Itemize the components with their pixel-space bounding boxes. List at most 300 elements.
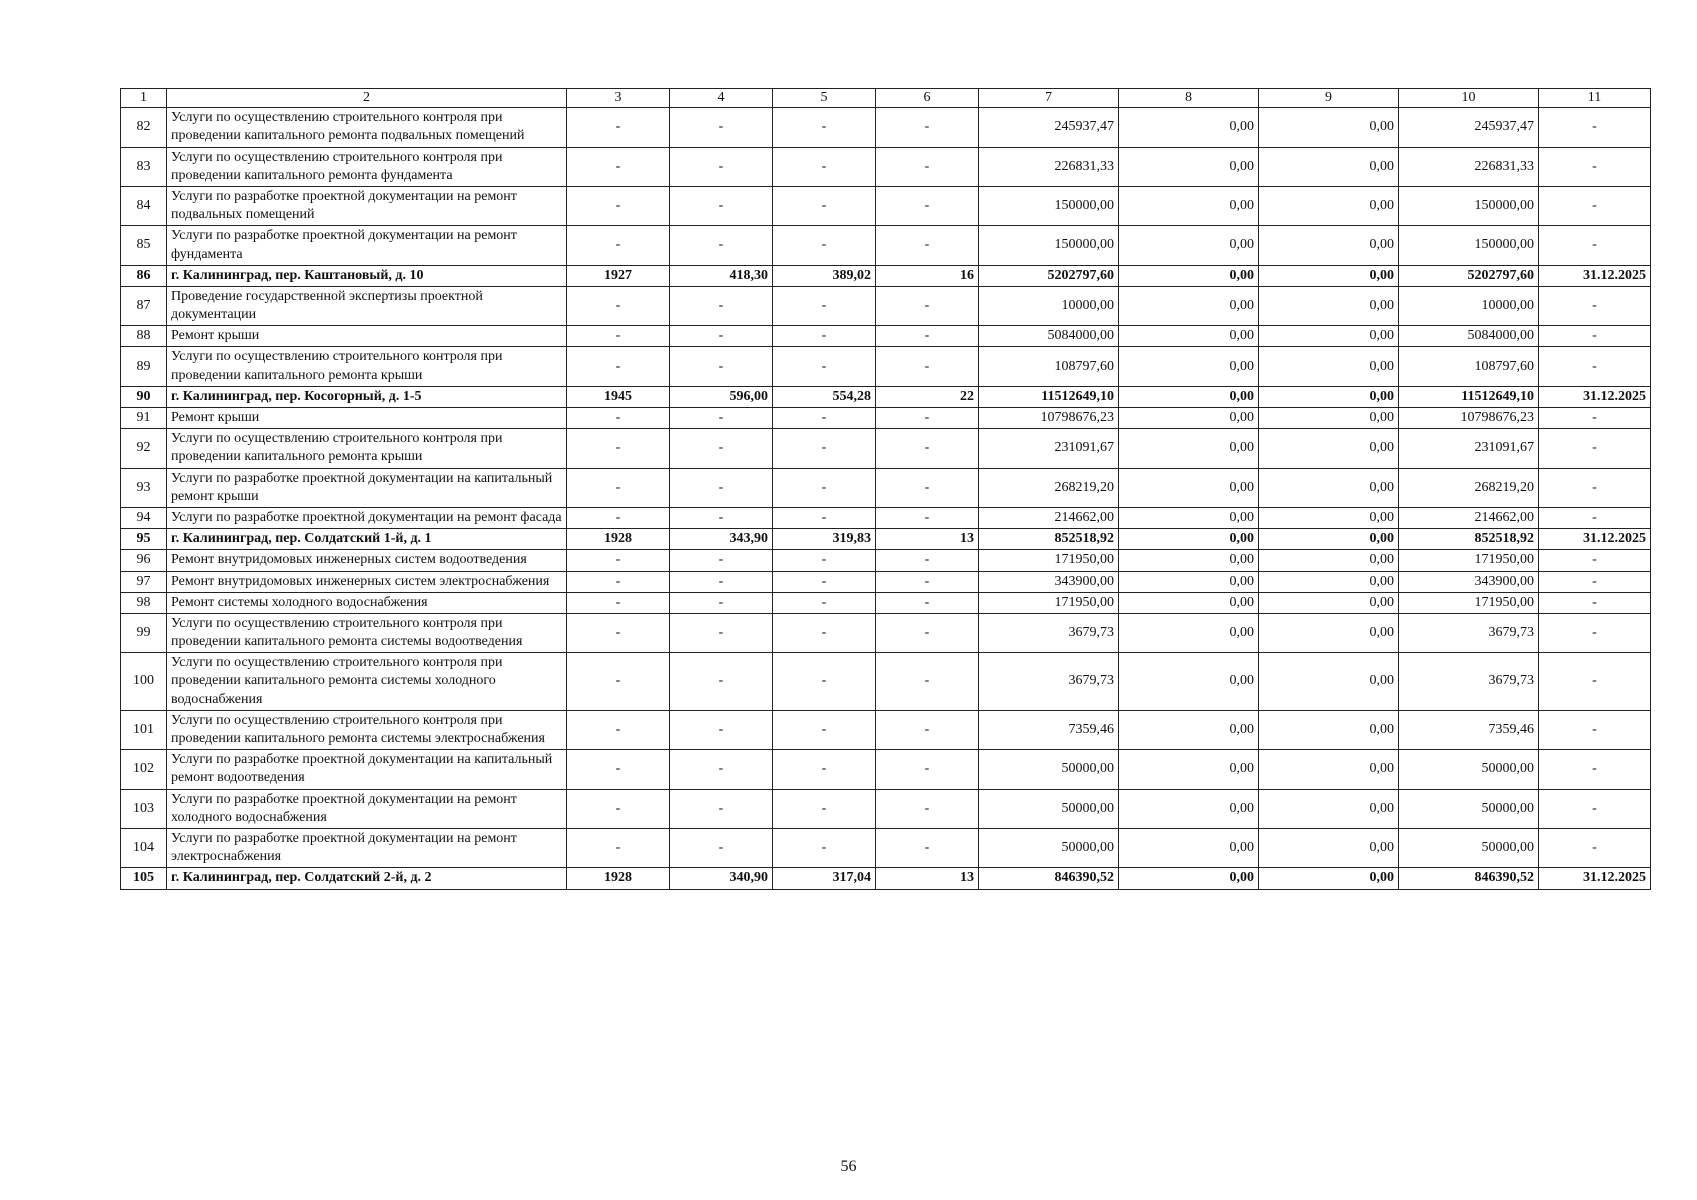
cell-col-4: - <box>670 828 773 867</box>
cell-col-10: 50000,00 <box>1399 750 1539 789</box>
cell-col-8: 0,00 <box>1119 386 1259 407</box>
cell-col-10: 343900,00 <box>1399 571 1539 592</box>
cell-col-7: 226831,33 <box>979 147 1119 186</box>
cell-col-10: 50000,00 <box>1399 789 1539 828</box>
cell-col-9: 0,00 <box>1259 286 1399 325</box>
cell-col-4: 340,90 <box>670 868 773 889</box>
data-table <box>120 88 1651 890</box>
cell-col-8: 0,00 <box>1119 507 1259 528</box>
cell-col-7: 7359,46 <box>979 710 1119 749</box>
cell-col-6: - <box>876 186 979 225</box>
cell-col-5: - <box>773 550 876 571</box>
cell-col-6: - <box>876 710 979 749</box>
cell-col-10: 7359,46 <box>1399 710 1539 749</box>
row-number: 92 <box>121 429 167 468</box>
cell-col-11: - <box>1539 710 1651 749</box>
cell-col-8: 0,00 <box>1119 571 1259 592</box>
cell-col-10: 3679,73 <box>1399 613 1539 652</box>
row-description: Ремонт внутридомовых инженерных систем электроснабжения <box>167 571 567 592</box>
table-row <box>121 653 1651 711</box>
cell-col-6: - <box>876 550 979 571</box>
cell-col-6: - <box>876 789 979 828</box>
cell-col-9: 0,00 <box>1259 429 1399 468</box>
row-number: 89 <box>121 347 167 386</box>
table-row <box>121 868 1651 889</box>
cell-col-6: 13 <box>876 868 979 889</box>
table-row <box>121 750 1651 789</box>
cell-col-8: 0,00 <box>1119 529 1259 550</box>
cell-col-11: - <box>1539 326 1651 347</box>
cell-col-8: 0,00 <box>1119 429 1259 468</box>
row-number: 87 <box>121 286 167 325</box>
row-description: г. Калининград, пер. Каштановый, д. 10 <box>167 265 567 286</box>
cell-col-9: 0,00 <box>1259 265 1399 286</box>
row-description: г. Калининград, пер. Косогорный, д. 1-5 <box>167 386 567 407</box>
cell-col-11: - <box>1539 347 1651 386</box>
col-header-10: 10 <box>1399 89 1539 108</box>
table-row <box>121 186 1651 225</box>
cell-col-5: 389,02 <box>773 265 876 286</box>
cell-col-6: - <box>876 592 979 613</box>
cell-col-4: - <box>670 186 773 225</box>
row-number: 99 <box>121 613 167 652</box>
cell-col-4: - <box>670 613 773 652</box>
cell-col-3: - <box>567 750 670 789</box>
cell-col-3: - <box>567 226 670 265</box>
cell-col-3: - <box>567 326 670 347</box>
table-body <box>121 108 1651 889</box>
cell-col-8: 0,00 <box>1119 408 1259 429</box>
cell-col-7: 214662,00 <box>979 507 1119 528</box>
row-number: 82 <box>121 108 167 147</box>
cell-col-6: - <box>876 147 979 186</box>
cell-col-4: - <box>670 429 773 468</box>
cell-col-5: - <box>773 326 876 347</box>
cell-col-7: 3679,73 <box>979 653 1119 711</box>
cell-col-3: - <box>567 429 670 468</box>
cell-col-5: - <box>773 147 876 186</box>
cell-col-9: 0,00 <box>1259 186 1399 225</box>
cell-col-3: - <box>567 507 670 528</box>
cell-col-10: 5084000,00 <box>1399 326 1539 347</box>
row-number: 90 <box>121 386 167 407</box>
row-number: 101 <box>121 710 167 749</box>
row-number: 94 <box>121 507 167 528</box>
row-description: Услуги по разработке проектной документации на ремонт фасада <box>167 507 567 528</box>
table-row <box>121 408 1651 429</box>
cell-col-10: 268219,20 <box>1399 468 1539 507</box>
cell-col-10: 171950,00 <box>1399 592 1539 613</box>
cell-col-8: 0,00 <box>1119 468 1259 507</box>
cell-col-10: 846390,52 <box>1399 868 1539 889</box>
row-number: 104 <box>121 828 167 867</box>
cell-col-8: 0,00 <box>1119 550 1259 571</box>
row-description: Услуги по разработке проектной документации на капитальный ремонт крыши <box>167 468 567 507</box>
cell-col-8: 0,00 <box>1119 226 1259 265</box>
col-header-3: 3 <box>567 89 670 108</box>
cell-col-11: 31.12.2025 <box>1539 868 1651 889</box>
cell-col-6: - <box>876 828 979 867</box>
cell-col-4: - <box>670 550 773 571</box>
row-description: Услуги по осуществлению строительного контроля при проведении капитального ремонта системы холодного водоснабжения <box>167 653 567 711</box>
cell-col-9: 0,00 <box>1259 468 1399 507</box>
cell-col-3: - <box>567 147 670 186</box>
cell-col-4: - <box>670 571 773 592</box>
cell-col-6: - <box>876 326 979 347</box>
header-row <box>121 89 1651 108</box>
cell-col-5: - <box>773 226 876 265</box>
table-row <box>121 828 1651 867</box>
row-number: 97 <box>121 571 167 592</box>
cell-col-11: - <box>1539 613 1651 652</box>
cell-col-6: - <box>876 347 979 386</box>
cell-col-11: 31.12.2025 <box>1539 529 1651 550</box>
cell-col-10: 245937,47 <box>1399 108 1539 147</box>
row-description: Услуги по осуществлению строительного контроля при проведении капитального ремонта системы электроснабжения <box>167 710 567 749</box>
cell-col-5: - <box>773 347 876 386</box>
cell-col-10: 11512649,10 <box>1399 386 1539 407</box>
row-number: 88 <box>121 326 167 347</box>
row-number: 103 <box>121 789 167 828</box>
cell-col-7: 108797,60 <box>979 347 1119 386</box>
cell-col-11: - <box>1539 108 1651 147</box>
cell-col-4: - <box>670 468 773 507</box>
table-row <box>121 265 1651 286</box>
cell-col-5: 317,04 <box>773 868 876 889</box>
table-row <box>121 613 1651 652</box>
cell-col-8: 0,00 <box>1119 592 1259 613</box>
row-number: 86 <box>121 265 167 286</box>
row-description: Ремонт крыши <box>167 326 567 347</box>
row-number: 84 <box>121 186 167 225</box>
cell-col-3: - <box>567 613 670 652</box>
cell-col-7: 150000,00 <box>979 186 1119 225</box>
cell-col-6: - <box>876 653 979 711</box>
cell-col-9: 0,00 <box>1259 613 1399 652</box>
table-row <box>121 550 1651 571</box>
cell-col-5: - <box>773 828 876 867</box>
table-row <box>121 108 1651 147</box>
cell-col-6: - <box>876 286 979 325</box>
cell-col-7: 846390,52 <box>979 868 1119 889</box>
cell-col-11: - <box>1539 750 1651 789</box>
col-header-4: 4 <box>670 89 773 108</box>
cell-col-7: 10798676,23 <box>979 408 1119 429</box>
row-number: 91 <box>121 408 167 429</box>
table-row <box>121 507 1651 528</box>
table-row <box>121 468 1651 507</box>
cell-col-7: 50000,00 <box>979 789 1119 828</box>
cell-col-8: 0,00 <box>1119 108 1259 147</box>
cell-col-3: - <box>567 468 670 507</box>
cell-col-8: 0,00 <box>1119 147 1259 186</box>
table-row <box>121 226 1651 265</box>
cell-col-7: 171950,00 <box>979 550 1119 571</box>
cell-col-3: - <box>567 571 670 592</box>
cell-col-8: 0,00 <box>1119 750 1259 789</box>
cell-col-5: - <box>773 710 876 749</box>
cell-col-10: 231091,67 <box>1399 429 1539 468</box>
row-description: Услуги по осуществлению строительного контроля при проведении капитального ремонта системы водоотведения <box>167 613 567 652</box>
row-number: 105 <box>121 868 167 889</box>
cell-col-3: - <box>567 789 670 828</box>
cell-col-11: - <box>1539 592 1651 613</box>
cell-col-7: 343900,00 <box>979 571 1119 592</box>
cell-col-8: 0,00 <box>1119 653 1259 711</box>
cell-col-5: - <box>773 653 876 711</box>
cell-col-9: 0,00 <box>1259 710 1399 749</box>
cell-col-9: 0,00 <box>1259 226 1399 265</box>
row-description: Услуги по разработке проектной документации на ремонт электроснабжения <box>167 828 567 867</box>
row-number: 93 <box>121 468 167 507</box>
cell-col-7: 150000,00 <box>979 226 1119 265</box>
table-row <box>121 147 1651 186</box>
cell-col-7: 3679,73 <box>979 613 1119 652</box>
cell-col-9: 0,00 <box>1259 108 1399 147</box>
cell-col-10: 10000,00 <box>1399 286 1539 325</box>
row-description: Услуги по разработке проектной документации на ремонт холодного водоснабжения <box>167 789 567 828</box>
col-header-7: 7 <box>979 89 1119 108</box>
cell-col-9: 0,00 <box>1259 750 1399 789</box>
row-number: 102 <box>121 750 167 789</box>
cell-col-9: 0,00 <box>1259 789 1399 828</box>
cell-col-9: 0,00 <box>1259 550 1399 571</box>
cell-col-11: - <box>1539 429 1651 468</box>
cell-col-7: 50000,00 <box>979 750 1119 789</box>
cell-col-11: - <box>1539 226 1651 265</box>
row-number: 96 <box>121 550 167 571</box>
cell-col-4: - <box>670 710 773 749</box>
cell-col-6: 22 <box>876 386 979 407</box>
row-number: 85 <box>121 226 167 265</box>
cell-col-4: - <box>670 507 773 528</box>
cell-col-6: - <box>876 468 979 507</box>
cell-col-10: 150000,00 <box>1399 186 1539 225</box>
cell-col-7: 50000,00 <box>979 828 1119 867</box>
cell-col-9: 0,00 <box>1259 507 1399 528</box>
cell-col-7: 5084000,00 <box>979 326 1119 347</box>
cell-col-4: - <box>670 147 773 186</box>
cell-col-5: - <box>773 429 876 468</box>
cell-col-5: 554,28 <box>773 386 876 407</box>
cell-col-11: - <box>1539 286 1651 325</box>
cell-col-3: 1945 <box>567 386 670 407</box>
cell-col-10: 214662,00 <box>1399 507 1539 528</box>
cell-col-5: - <box>773 613 876 652</box>
table-row <box>121 710 1651 749</box>
col-header-11: 11 <box>1539 89 1651 108</box>
cell-col-6: - <box>876 571 979 592</box>
col-header-8: 8 <box>1119 89 1259 108</box>
cell-col-7: 5202797,60 <box>979 265 1119 286</box>
cell-col-6: - <box>876 408 979 429</box>
cell-col-3: - <box>567 286 670 325</box>
cell-col-10: 5202797,60 <box>1399 265 1539 286</box>
cell-col-10: 108797,60 <box>1399 347 1539 386</box>
cell-col-8: 0,00 <box>1119 186 1259 225</box>
cell-col-5: - <box>773 108 876 147</box>
cell-col-3: - <box>567 592 670 613</box>
col-header-9: 9 <box>1259 89 1399 108</box>
cell-col-3: - <box>567 653 670 711</box>
cell-col-7: 171950,00 <box>979 592 1119 613</box>
col-header-5: 5 <box>773 89 876 108</box>
cell-col-9: 0,00 <box>1259 529 1399 550</box>
table-row <box>121 347 1651 386</box>
cell-col-3: 1927 <box>567 265 670 286</box>
table-row <box>121 429 1651 468</box>
page-number: 56 <box>840 1158 857 1175</box>
cell-col-3: - <box>567 710 670 749</box>
cell-col-9: 0,00 <box>1259 571 1399 592</box>
cell-col-11: - <box>1539 550 1651 571</box>
row-description: Услуги по разработке проектной документации на ремонт фундамента <box>167 226 567 265</box>
cell-col-10: 3679,73 <box>1399 653 1539 711</box>
cell-col-9: 0,00 <box>1259 386 1399 407</box>
row-description: Услуги по осуществлению строительного контроля при проведении капитального ремонта крыши <box>167 429 567 468</box>
cell-col-7: 231091,67 <box>979 429 1119 468</box>
cell-col-11: - <box>1539 147 1651 186</box>
cell-col-8: 0,00 <box>1119 613 1259 652</box>
cell-col-3: - <box>567 347 670 386</box>
cell-col-8: 0,00 <box>1119 710 1259 749</box>
cell-col-11: - <box>1539 468 1651 507</box>
cell-col-5: - <box>773 186 876 225</box>
row-number: 98 <box>121 592 167 613</box>
cell-col-4: 418,30 <box>670 265 773 286</box>
col-header-6: 6 <box>876 89 979 108</box>
cell-col-3: - <box>567 186 670 225</box>
cell-col-11: - <box>1539 571 1651 592</box>
row-description: Ремонт внутридомовых инженерных систем водоотведения <box>167 550 567 571</box>
cell-col-9: 0,00 <box>1259 653 1399 711</box>
cell-col-6: 13 <box>876 529 979 550</box>
cell-col-11: - <box>1539 507 1651 528</box>
cell-col-7: 11512649,10 <box>979 386 1119 407</box>
cell-col-3: - <box>567 828 670 867</box>
cell-col-6: 16 <box>876 265 979 286</box>
cell-col-4: - <box>670 789 773 828</box>
cell-col-4: 343,90 <box>670 529 773 550</box>
cell-col-5: - <box>773 789 876 828</box>
cell-col-11: - <box>1539 408 1651 429</box>
cell-col-9: 0,00 <box>1259 828 1399 867</box>
cell-col-9: 0,00 <box>1259 326 1399 347</box>
row-description: Проведение государственной экспертизы проектной документации <box>167 286 567 325</box>
row-description: Услуги по осуществлению строительного контроля при проведении капитального ремонта фундамента <box>167 147 567 186</box>
cell-col-9: 0,00 <box>1259 347 1399 386</box>
row-description: Услуги по разработке проектной документации на капитальный ремонт водоотведения <box>167 750 567 789</box>
cell-col-3: - <box>567 408 670 429</box>
cell-col-3: - <box>567 108 670 147</box>
cell-col-5: - <box>773 750 876 789</box>
cell-col-11: - <box>1539 828 1651 867</box>
cell-col-11: 31.12.2025 <box>1539 386 1651 407</box>
cell-col-8: 0,00 <box>1119 286 1259 325</box>
cell-col-4: - <box>670 347 773 386</box>
table-row <box>121 592 1651 613</box>
cell-col-4: - <box>670 592 773 613</box>
cell-col-3: 1928 <box>567 529 670 550</box>
cell-col-10: 852518,92 <box>1399 529 1539 550</box>
row-description: г. Калининград, пер. Солдатский 1-й, д. 1 <box>167 529 567 550</box>
cell-col-5: - <box>773 507 876 528</box>
cell-col-7: 852518,92 <box>979 529 1119 550</box>
cell-col-10: 10798676,23 <box>1399 408 1539 429</box>
cell-col-7: 10000,00 <box>979 286 1119 325</box>
cell-col-4: - <box>670 408 773 429</box>
cell-col-5: - <box>773 408 876 429</box>
cell-col-6: - <box>876 613 979 652</box>
cell-col-4: - <box>670 226 773 265</box>
cell-col-11: 31.12.2025 <box>1539 265 1651 286</box>
row-description: Ремонт крыши <box>167 408 567 429</box>
col-header-2: 2 <box>167 89 567 108</box>
row-number: 83 <box>121 147 167 186</box>
table-row <box>121 326 1651 347</box>
table-row <box>121 386 1651 407</box>
cell-col-3: 1928 <box>567 868 670 889</box>
cell-col-10: 150000,00 <box>1399 226 1539 265</box>
cell-col-8: 0,00 <box>1119 265 1259 286</box>
cell-col-8: 0,00 <box>1119 326 1259 347</box>
table-row <box>121 789 1651 828</box>
cell-col-7: 245937,47 <box>979 108 1119 147</box>
cell-col-11: - <box>1539 186 1651 225</box>
cell-col-5: - <box>773 571 876 592</box>
cell-col-10: 226831,33 <box>1399 147 1539 186</box>
table-row <box>121 529 1651 550</box>
cell-col-3: - <box>567 550 670 571</box>
cell-col-4: - <box>670 326 773 347</box>
cell-col-9: 0,00 <box>1259 147 1399 186</box>
cell-col-6: - <box>876 507 979 528</box>
table-row <box>121 286 1651 325</box>
row-description: Услуги по разработке проектной документации на ремонт подвальных помещений <box>167 186 567 225</box>
cell-col-5: - <box>773 592 876 613</box>
cell-col-8: 0,00 <box>1119 828 1259 867</box>
cell-col-6: - <box>876 750 979 789</box>
cell-col-6: - <box>876 108 979 147</box>
row-description: г. Калининград, пер. Солдатский 2-й, д. 2 <box>167 868 567 889</box>
cell-col-9: 0,00 <box>1259 592 1399 613</box>
cell-col-5: - <box>773 286 876 325</box>
cell-col-6: - <box>876 226 979 265</box>
cell-col-8: 0,00 <box>1119 868 1259 889</box>
cell-col-7: 268219,20 <box>979 468 1119 507</box>
cell-col-8: 0,00 <box>1119 347 1259 386</box>
cell-col-5: 319,83 <box>773 529 876 550</box>
row-description: Ремонт системы холодного водоснабжения <box>167 592 567 613</box>
col-header-1: 1 <box>121 89 167 108</box>
row-number: 95 <box>121 529 167 550</box>
table-row <box>121 571 1651 592</box>
row-number: 100 <box>121 653 167 711</box>
cell-col-4: - <box>670 286 773 325</box>
cell-col-5: - <box>773 468 876 507</box>
cell-col-11: - <box>1539 789 1651 828</box>
cell-col-6: - <box>876 429 979 468</box>
cell-col-8: 0,00 <box>1119 789 1259 828</box>
cell-col-4: - <box>670 750 773 789</box>
cell-col-4: - <box>670 653 773 711</box>
cell-col-10: 50000,00 <box>1399 828 1539 867</box>
cell-col-10: 171950,00 <box>1399 550 1539 571</box>
cell-col-9: 0,00 <box>1259 408 1399 429</box>
cell-col-11: - <box>1539 653 1651 711</box>
table-header <box>121 89 1651 108</box>
row-description: Услуги по осуществлению строительного контроля при проведении капитального ремонта подвальных помещений <box>167 108 567 147</box>
